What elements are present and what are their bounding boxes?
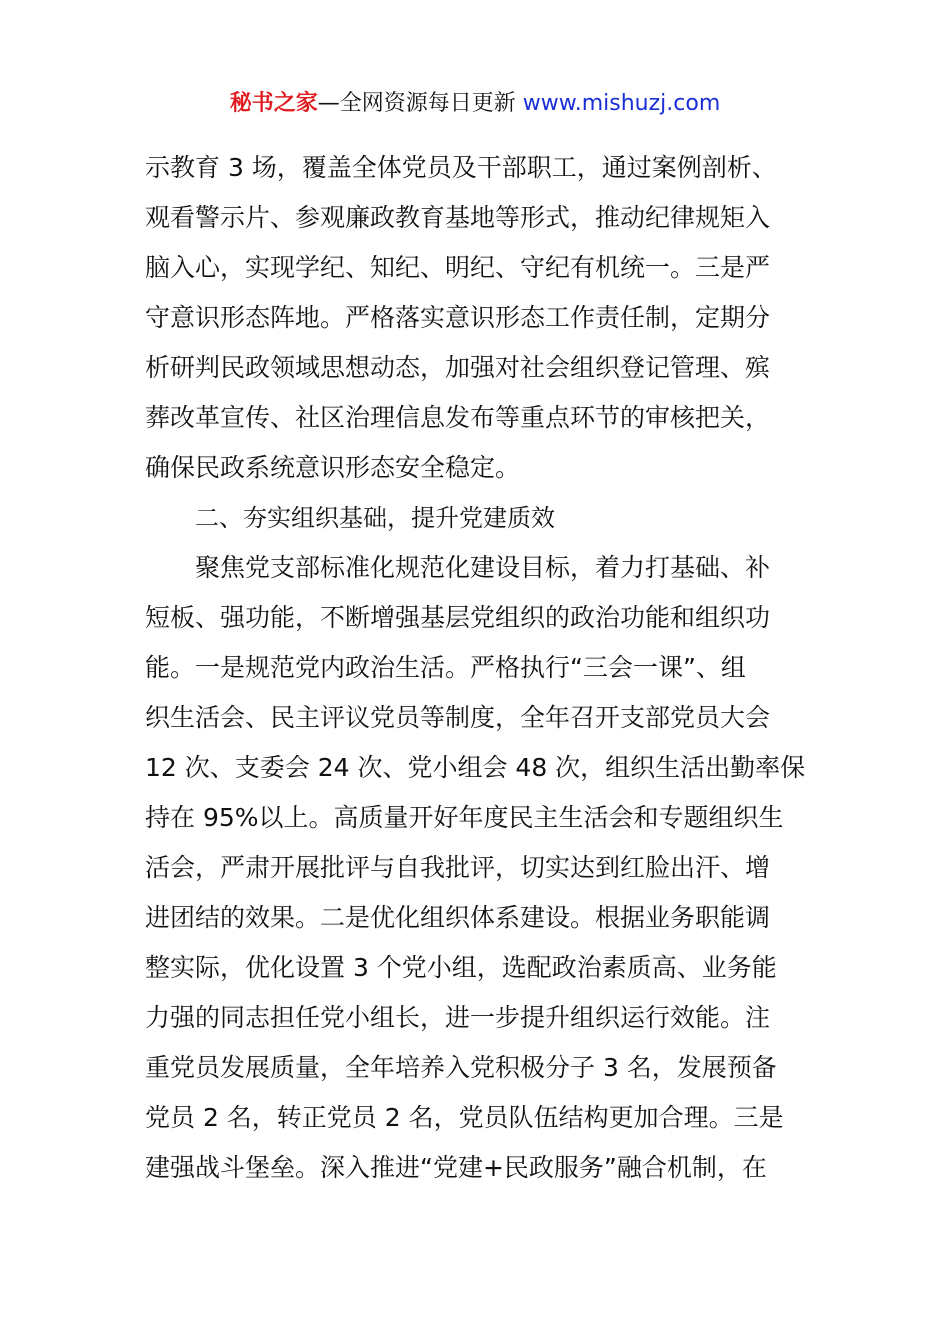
text-line: 示教育 3 场，覆盖全体党员及干部职工，通过案例剖析、 xyxy=(145,153,777,182)
section-heading: 二、夯实组织基础，提升党建质效 xyxy=(195,504,555,532)
text-line: 短板、强功能，不断增强基层党组织的政治功能和组织功 xyxy=(145,603,771,632)
text-line: 持在 95%以上。高质量开好年度民主生活会和专题组织生 xyxy=(145,803,784,832)
header-tagline: —全网资源每日更新 xyxy=(317,91,523,116)
text-line: 力强的同志担任党小组长，进一步提升组织运行效能。注 xyxy=(145,1003,771,1032)
text-line: 党员 2 名，转正党员 2 名，党员队伍结构更加合理。三是 xyxy=(145,1103,784,1132)
text-line: 脑入心，实现学纪、知纪、明纪、守纪有机统一。三是严 xyxy=(145,253,771,282)
text-line: 12 次、支委会 24 次、党小组会 48 次，组织生活出勤率保 xyxy=(145,753,806,782)
text-line: 重党员发展质量，全年培养入党积极分子 3 名，发展预备 xyxy=(145,1053,777,1082)
paragraph-first-line: 聚焦党支部标准化规范化建设目标，着力打基础、补 xyxy=(195,553,771,582)
document-body xyxy=(145,143,810,1193)
text-line: 观看警示片、参观廉政教育基地等形式，推动纪律规矩入 xyxy=(145,203,771,232)
text-line: 葬改革宣传、社区治理信息发布等重点环节的审核把关， xyxy=(145,403,771,432)
site-url[interactable]: www.mishuzj.com xyxy=(522,91,721,116)
text-line: 能。一是规范党内政治生活。严格执行“三会一课”、组 xyxy=(145,653,746,682)
text-line: 活会，严肃开展批评与自我批评，切实达到红脸出汗、增 xyxy=(145,853,771,882)
text-line: 建强战斗堡垒。深入推进“党建+民政服务”融合机制，在 xyxy=(145,1153,767,1182)
text-line: 守意识形态阵地。严格落实意识形态工作责任制，定期分 xyxy=(145,303,771,332)
text-line: 确保民政系统意识形态安全稳定。 xyxy=(145,453,521,482)
text-line: 整实际，优化设置 3 个党小组，选配政治素质高、业务能 xyxy=(145,953,777,982)
page-header xyxy=(0,88,950,120)
brand-name: 秘书之家 xyxy=(229,91,318,116)
text-line: 进团结的效果。二是优化组织体系建设。根据业务职能调 xyxy=(145,903,771,932)
text-line: 析研判民政领域思想动态，加强对社会组织登记管理、殡 xyxy=(145,353,771,382)
text-line: 织生活会、民主评议党员等制度，全年召开支部党员大会 xyxy=(145,703,771,732)
